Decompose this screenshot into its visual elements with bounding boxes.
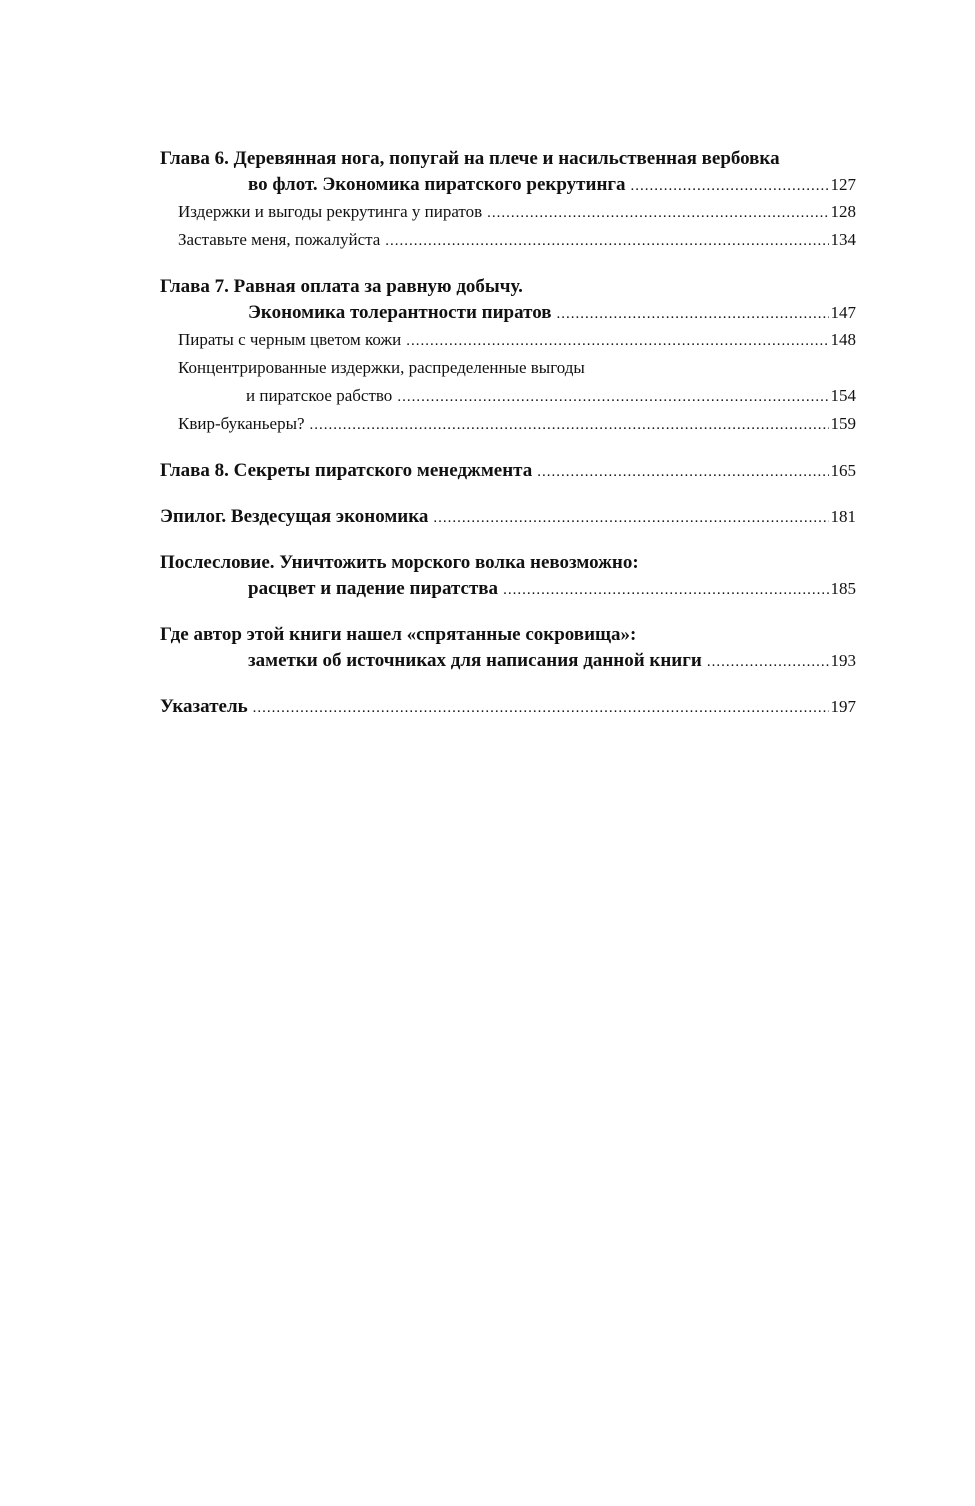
leader-dots xyxy=(487,199,828,227)
spacer xyxy=(160,602,856,622)
spacer xyxy=(160,674,856,694)
leader-dots xyxy=(310,411,829,439)
leader-dots xyxy=(631,173,829,199)
spacer xyxy=(160,254,856,274)
section-title: Издержки и выгоды рекрутинга у пиратов xyxy=(178,202,483,221)
page-number: 197 xyxy=(830,697,856,716)
page-number: 154 xyxy=(830,386,856,405)
chapter-6-title: Глава 6. Деревянная нога, попугай на плече и насильственная вербовка xyxy=(160,148,780,169)
toc-chapter-6-line2[interactable] xyxy=(160,172,856,198)
toc-section[interactable] xyxy=(160,410,856,438)
toc-section[interactable] xyxy=(160,226,856,254)
afterword-title: Послесловие. Уничтожить морского волка невозможно: xyxy=(160,552,639,573)
page-number: 128 xyxy=(830,202,856,221)
chapter-7-title: Глава 7. Равная оплата за равную добычу. xyxy=(160,276,523,297)
leader-dots xyxy=(503,577,828,603)
toc-section-line1 xyxy=(160,354,856,382)
epilogue-title: Эпилог. Вездесущая экономика xyxy=(160,506,429,527)
section-title: Заставьте меня, пожалуйста xyxy=(178,230,381,249)
page-number: 165 xyxy=(830,461,856,480)
toc-sources-line1 xyxy=(160,622,856,648)
page-number: 181 xyxy=(830,507,856,526)
leader-dots xyxy=(433,505,828,531)
leader-dots xyxy=(537,459,828,485)
spacer xyxy=(160,438,856,458)
toc-chapter-6-line1 xyxy=(160,146,856,172)
chapter-6-subtitle: во флот. Экономика пиратского рекрутинга xyxy=(248,174,626,195)
sources-title: Где автор этой книги нашел «спрятанные сокровища»: xyxy=(160,624,637,645)
toc-chapter-8[interactable] xyxy=(160,458,856,484)
leader-dots xyxy=(707,649,829,675)
toc-section[interactable] xyxy=(160,198,856,226)
toc-section-line2[interactable] xyxy=(160,382,856,410)
toc-afterword-line2[interactable] xyxy=(160,576,856,602)
index-title: Указатель xyxy=(160,696,248,717)
leader-dots xyxy=(253,695,829,721)
page-number: 193 xyxy=(830,651,856,670)
page-number: 147 xyxy=(830,303,856,322)
spacer xyxy=(160,484,856,504)
page-number: 148 xyxy=(830,330,856,349)
chapter-7-subtitle: Экономика толерантности пиратов xyxy=(248,302,552,323)
table-of-contents xyxy=(160,146,856,720)
leader-dots xyxy=(385,227,828,255)
afterword-subtitle: расцвет и падение пиратства xyxy=(248,578,499,599)
page-number: 127 xyxy=(830,175,856,194)
leader-dots xyxy=(406,327,828,355)
toc-sources-line2[interactable] xyxy=(160,648,856,674)
section-title: Квир-буканьеры? xyxy=(178,414,305,433)
leader-dots xyxy=(397,383,828,411)
toc-chapter-7-line2[interactable] xyxy=(160,300,856,326)
page-number: 159 xyxy=(830,414,856,433)
page-number: 134 xyxy=(830,230,856,249)
toc-epilogue[interactable] xyxy=(160,504,856,530)
spacer xyxy=(160,530,856,550)
page-number: 185 xyxy=(830,579,856,598)
sources-subtitle: заметки об источниках для написания данной книги xyxy=(248,650,702,671)
toc-index[interactable] xyxy=(160,694,856,720)
toc-section[interactable] xyxy=(160,326,856,354)
section-title: Концентрированные издержки, распределенные выгоды xyxy=(178,358,585,377)
section-title: Пираты с черным цветом кожи xyxy=(178,330,402,349)
toc-afterword-line1 xyxy=(160,550,856,576)
leader-dots xyxy=(557,301,829,327)
chapter-8-title: Глава 8. Секреты пиратского менеджмента xyxy=(160,460,533,481)
section-title-cont: и пиратское рабство xyxy=(246,386,393,405)
toc-chapter-7-line1 xyxy=(160,274,856,300)
